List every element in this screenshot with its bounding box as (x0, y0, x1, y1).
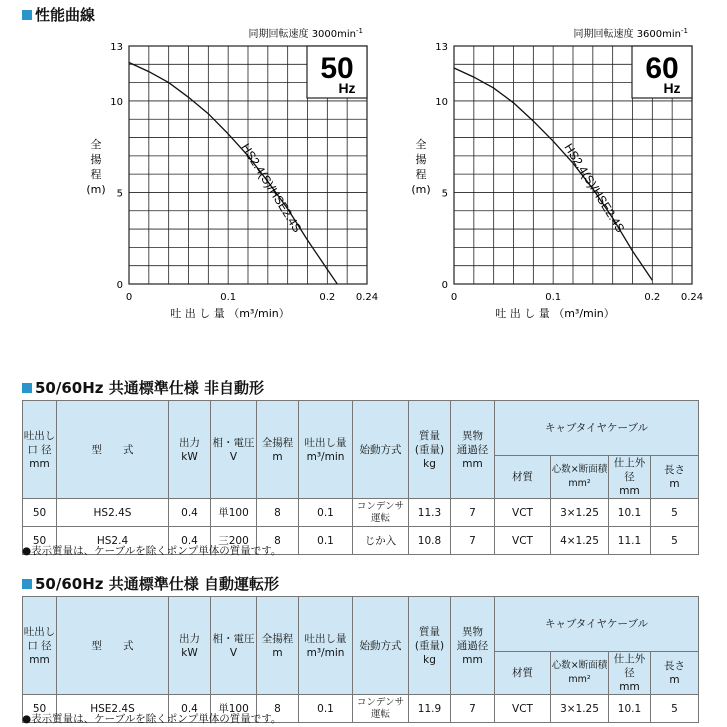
table-cell: 50 (23, 527, 57, 555)
header-line: 全揚程 (261, 436, 294, 449)
header-line: m (669, 478, 680, 490)
header-line: 質量 (419, 625, 440, 638)
x-axis-label: 吐 出 し 量 （m³/min） (170, 307, 290, 320)
table-cell: HSE2.4S (57, 695, 169, 723)
table-cell: 5 (651, 499, 699, 527)
frequency-unit: Hz (338, 80, 356, 96)
header-row (23, 401, 699, 456)
x-tick-label: 0 (450, 292, 458, 303)
header-line: mm (619, 485, 640, 497)
table-cell: 10.1 (609, 499, 651, 527)
table-cell: 3×1.25 (551, 695, 609, 723)
header-line: 吐出し量 (304, 436, 347, 449)
header-line: m (272, 450, 283, 463)
header-line: 口 径 (27, 639, 52, 652)
table-cell: 50 (23, 499, 57, 527)
header-length (651, 456, 699, 499)
header-row (23, 597, 699, 652)
table-cell: 7 (451, 527, 495, 555)
table-cell: 4×1.25 (551, 527, 609, 555)
x-tick-label: 0.1 (545, 292, 562, 303)
header-model: 型 式 (57, 597, 169, 695)
frequency-value: 60 (645, 52, 679, 85)
frequency-value: 50 (320, 52, 354, 85)
header-line: 仕上外径 (613, 653, 646, 679)
header-length (651, 652, 699, 695)
table1-title-text: 50/60Hz 共通標準仕様 非自動形 (35, 379, 264, 397)
y-axis-label-char: (m) (86, 183, 106, 196)
header-line: mm (462, 457, 483, 470)
header-line: 異物 (462, 429, 483, 442)
y-axis-label-char: 揚 (90, 153, 102, 166)
header-line: mm (29, 457, 50, 470)
table-cell: 三200 (211, 527, 257, 555)
table-row (23, 499, 699, 527)
speed-label: 同期回転速度 $3600\min^{-1}$ (573, 27, 688, 40)
table-cell: 0.1 (299, 695, 353, 723)
header-cable: キャブタイヤケーブル (495, 597, 699, 652)
table-cell (353, 695, 409, 723)
header-outer-diameter (609, 456, 651, 499)
y-axis-label-char: 程 (90, 168, 102, 181)
cell-line: コンデンサ (356, 696, 405, 708)
y-tick-label: 13 (435, 42, 448, 53)
header-flow (299, 597, 353, 695)
table-cell: 0.1 (299, 499, 353, 527)
header-line: kW (181, 450, 198, 463)
header-line: 出力 (179, 632, 200, 645)
table-cell: VCT (495, 695, 551, 723)
table-cell: じか入 (353, 527, 409, 555)
cell-line: コンデンサ (356, 500, 405, 512)
table-cell: HS2.4 (57, 527, 169, 555)
table-cell: 0.4 (169, 499, 211, 527)
y-tick-label: 5 (441, 188, 448, 200)
header-line: 相・電圧 (212, 632, 255, 645)
y-axis-label-char: 程 (415, 168, 427, 181)
table-cell: 10.8 (409, 527, 451, 555)
y-axis-label-char: (m) (411, 183, 431, 196)
header-line: mm (29, 653, 50, 666)
header-phase-voltage (211, 401, 257, 499)
y-axis-label-char: 全 (415, 138, 427, 151)
y-axis-label-char: 全 (90, 138, 102, 151)
table-cell (353, 499, 409, 527)
header-line: kg (423, 457, 436, 470)
table-cell: 7 (451, 499, 495, 527)
header-line: 吐出し量 (304, 632, 347, 645)
header-line: 通過径 (456, 639, 489, 652)
header-line: (重量) (414, 443, 445, 456)
table2-title-text: 50/60Hz 共通標準仕様 自動運転形 (35, 575, 279, 593)
spec-table-auto (22, 596, 699, 723)
header-line: 出力 (179, 436, 200, 449)
header-output (169, 401, 211, 499)
header-start-method: 始動方式 (353, 401, 409, 499)
series-label: HS2.4(S)/HSE2.4S (238, 140, 305, 235)
header-line: m³/min (306, 646, 345, 659)
series-label: HS2.4(S)/HSE2.4S (561, 140, 628, 235)
header-line: 異物 (462, 625, 483, 638)
table-cell: 単100 (211, 499, 257, 527)
performance-title-text: 性能曲線 (35, 6, 96, 24)
header-bore (23, 597, 57, 695)
header-line: 仕上外径 (613, 457, 646, 483)
table-cell: 8 (257, 695, 299, 723)
header-total-head (257, 401, 299, 499)
header-line: 口 径 (27, 443, 52, 456)
table-cell: 単100 (211, 695, 257, 723)
header-line: 吐出し (23, 429, 56, 442)
section-title-table1 (22, 377, 264, 398)
x-tick-label: 0.24 (355, 292, 379, 303)
header-outer-diameter (609, 652, 651, 695)
table-cell: VCT (495, 527, 551, 555)
y-tick-label: 10 (435, 96, 448, 108)
header-material: 材質 (495, 456, 551, 499)
header-line: 心数×断面積 (551, 464, 608, 475)
header-cores (551, 456, 609, 499)
header-line: mm² (568, 478, 591, 489)
table1-note: ●表示質量は、ケーブルを除くポンプ単体の質量です。 (22, 545, 282, 557)
performance-charts (0, 0, 727, 340)
table-cell: 7 (451, 695, 495, 723)
header-line: mm (462, 653, 483, 666)
section-title-table2 (22, 573, 279, 594)
header-foreign-matter (451, 401, 495, 499)
series-curve (129, 63, 337, 285)
header-line: mm (619, 681, 640, 693)
header-output (169, 597, 211, 695)
header-line: kW (181, 646, 198, 659)
y-tick-label: 13 (110, 42, 123, 53)
x-tick-label: 0.24 (680, 292, 704, 303)
cell-line: 運転 (370, 708, 390, 720)
table-cell: 8 (257, 527, 299, 555)
header-line: 質量 (419, 429, 440, 442)
header-line: 心数×断面積 (551, 660, 608, 671)
header-line: 通過径 (456, 443, 489, 456)
table-cell: 0.4 (169, 527, 211, 555)
x-axis-label: 吐 出 し 量 （m³/min） (495, 307, 615, 320)
table-cell: 11.9 (409, 695, 451, 723)
header-foreign-matter (451, 597, 495, 695)
header-line: 相・電圧 (212, 436, 255, 449)
header-material: 材質 (495, 652, 551, 695)
header-line: m (272, 646, 283, 659)
header-mass (409, 597, 451, 695)
header-line: m (669, 674, 680, 686)
header-line: mm² (568, 674, 591, 685)
x-tick-label: 0.1 (220, 292, 237, 303)
header-phase-voltage (211, 597, 257, 695)
speed-unit-superscript: -1 (681, 27, 688, 35)
table2-note: ●表示質量は、ケーブルを除くポンプ単体の質量です。 (22, 713, 282, 725)
frequency-unit: Hz (663, 80, 681, 96)
header-line: 長さ (664, 464, 685, 476)
header-mass (409, 401, 451, 499)
table-cell: 0.4 (169, 695, 211, 723)
table-cell: 5 (651, 695, 699, 723)
y-tick-label: 10 (110, 96, 123, 108)
cell-line: 運転 (370, 512, 390, 524)
spec-table-non-auto (22, 400, 699, 555)
bullet-square-icon (22, 383, 32, 393)
y-tick-label: 0 (441, 280, 448, 291)
table-cell: 11.3 (409, 499, 451, 527)
table-cell: VCT (495, 499, 551, 527)
header-model: 型 式 (57, 401, 169, 499)
table-cell: 8 (257, 499, 299, 527)
y-tick-label: 0 (116, 280, 123, 291)
table-cell: 0.1 (299, 527, 353, 555)
x-tick-label: 0.2 (644, 292, 661, 303)
bullet-square-icon (22, 579, 32, 589)
speed-unit-superscript: -1 (356, 27, 363, 35)
header-flow (299, 401, 353, 499)
y-tick-label: 5 (116, 188, 123, 200)
header-start-method: 始動方式 (353, 597, 409, 695)
y-axis-label-char: 揚 (415, 153, 427, 166)
header-total-head (257, 597, 299, 695)
header-line: 全揚程 (261, 632, 294, 645)
header-line: (重量) (414, 639, 445, 652)
table-cell: 50 (23, 695, 57, 723)
header-cores (551, 652, 609, 695)
table-cell: 3×1.25 (551, 499, 609, 527)
header-line: V (229, 450, 238, 463)
header-line: kg (423, 653, 436, 666)
x-tick-label: 0.2 (319, 292, 336, 303)
header-bore (23, 401, 57, 499)
table-cell: 10.1 (609, 695, 651, 723)
header-line: 吐出し (23, 625, 56, 638)
speed-label: 同期回転速度 $3000\min^{-1}$ (248, 27, 363, 40)
table-cell: 5 (651, 527, 699, 555)
header-cable: キャブタイヤケーブル (495, 401, 699, 456)
table-cell: HS2.4S (57, 499, 169, 527)
header-line: 長さ (664, 660, 685, 672)
header-line: V (229, 646, 238, 659)
header-line: m³/min (306, 450, 345, 463)
table-cell: 11.1 (609, 527, 651, 555)
x-tick-label: 0 (125, 292, 133, 303)
